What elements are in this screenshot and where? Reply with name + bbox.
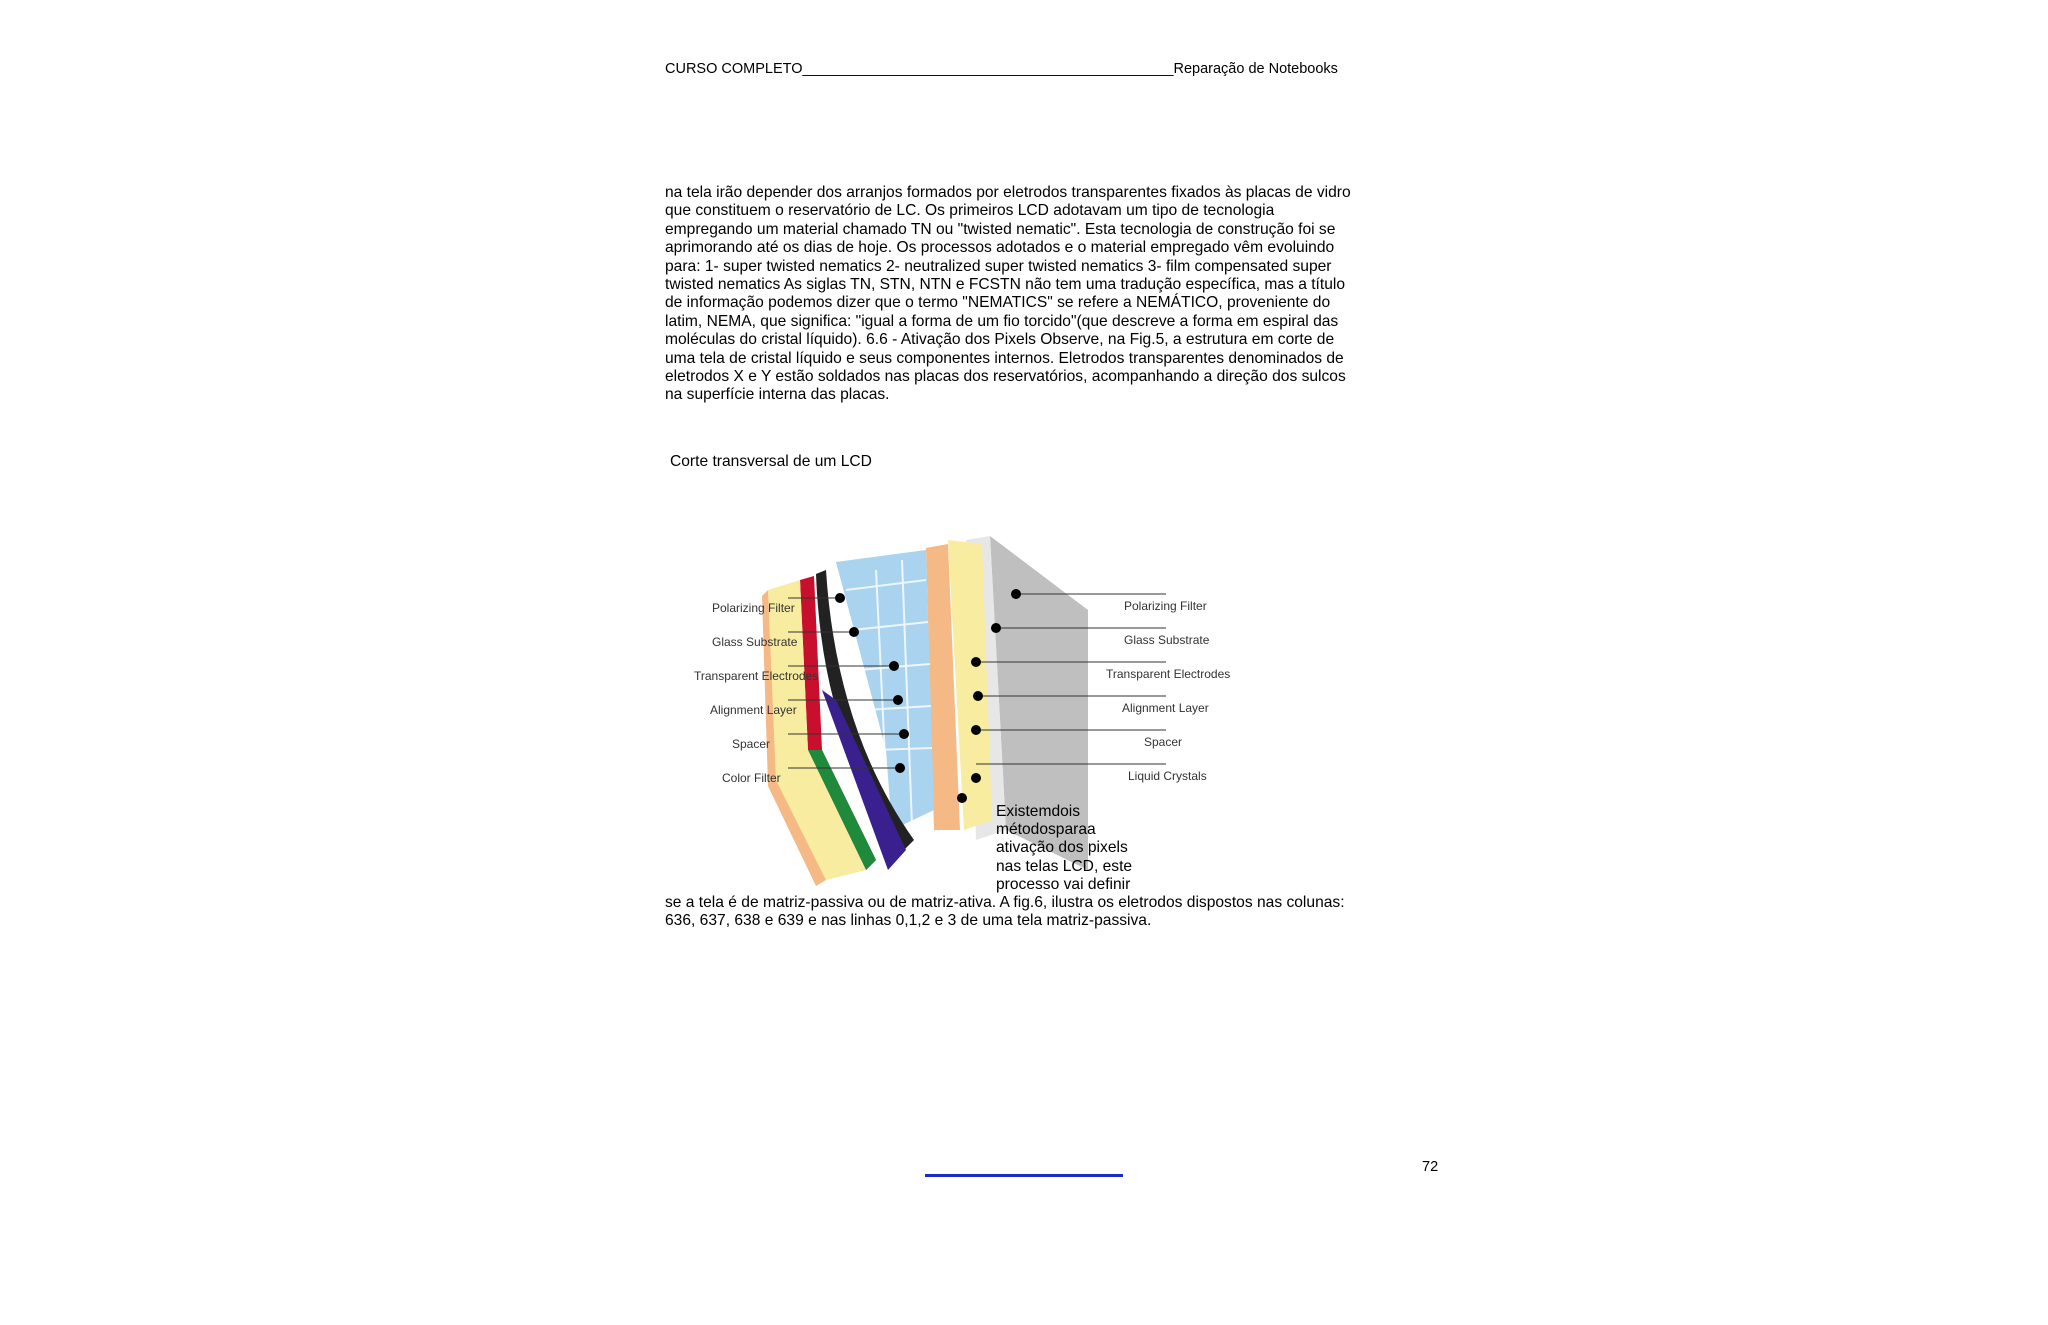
label-left-6: Color Filter [722,771,781,785]
label-right-2: Glass Substrate [1124,633,1210,647]
figure-caption: Corte transversal de um LCD [670,453,872,470]
footer-blue-rule [925,1174,1123,1177]
label-left-2: Glass Substrate [712,635,798,649]
label-right-6: Liquid Crystals [1128,769,1207,783]
header-right: Reparação de Notebooks [1173,61,1338,77]
label-right-3: Transparent Electrodes [1106,667,1231,681]
label-left-5: Spacer [732,737,771,751]
label-right-5: Spacer [1144,735,1183,749]
lcd-cross-section-figure [676,530,1236,900]
label-left-4: Alignment Layer [710,703,797,717]
label-right-1: Polarizing Filter [1124,599,1207,613]
label-right-4: Alignment Layer [1122,701,1209,715]
page-number: 72 [1422,1159,1439,1175]
label-left-1: Polarizing Filter [712,601,795,615]
label-left-3: Transparent Electrodes [694,669,819,683]
header-left: CURSO COMPLETO [665,61,803,77]
liquid-crystal-area [836,550,934,830]
continuation-paragraph: se a tela é de matriz-passiva ou de matriz-ativa. A fig.6, ilustra os eletrodos dispostos nas colunas: 636, 637, 638 e 639 e nas linhas 0,1,2 e 3 de uma tela matriz-passiva. [665,894,1345,930]
figure-overlay-text: Existemdois métodosparaa ativação dos pixels nas telas LCD, este processo vai definir [996,803,1133,893]
lcd-cross-section-illustration [676,530,1236,900]
body-paragraph: na tela irão depender dos arranjos formados por eletrodos transparentes fixados às placas de vidro que constituem o reservatório de LC. Os primeiros LCD adotavam um tipo de tecnologia empregando um material chamado TN ou "twisted nematic". Esta tecnologia de construção foi se aprimorando até os dias de hoje. Os processos adotados e o material empregado vêm evoluindo para: 1- super twisted nematics 2- neutralized super twisted nematics 3- film compensated super twisted nematics As siglas TN, STN, NTN e FCSTN não tem uma tradução específica, mas a título de informação podemos dizer que o termo "NEMATICS" se refere a NEMÁTICO, proveniente do latim, NEMA, que significa: "igual a forma de um fio torcido"(que descreve a forma em espiral das moléculas do cristal líquido). 6.6 - Ativação dos Pixels Observe, na Fig.5, a estrutura em corte de uma tela de cristal líquido e seus componentes internos. Eletrodos transparentes denominados de eletrodos X e Y estão soldados nas placas dos reservatórios, acompanhando a direção dos sulcos na superfície interna das placas. [665,184,1351,404]
right-labels [1106,599,1230,783]
running-header [665,61,1338,77]
header-rule: ______________________________________________ [802,61,1174,77]
